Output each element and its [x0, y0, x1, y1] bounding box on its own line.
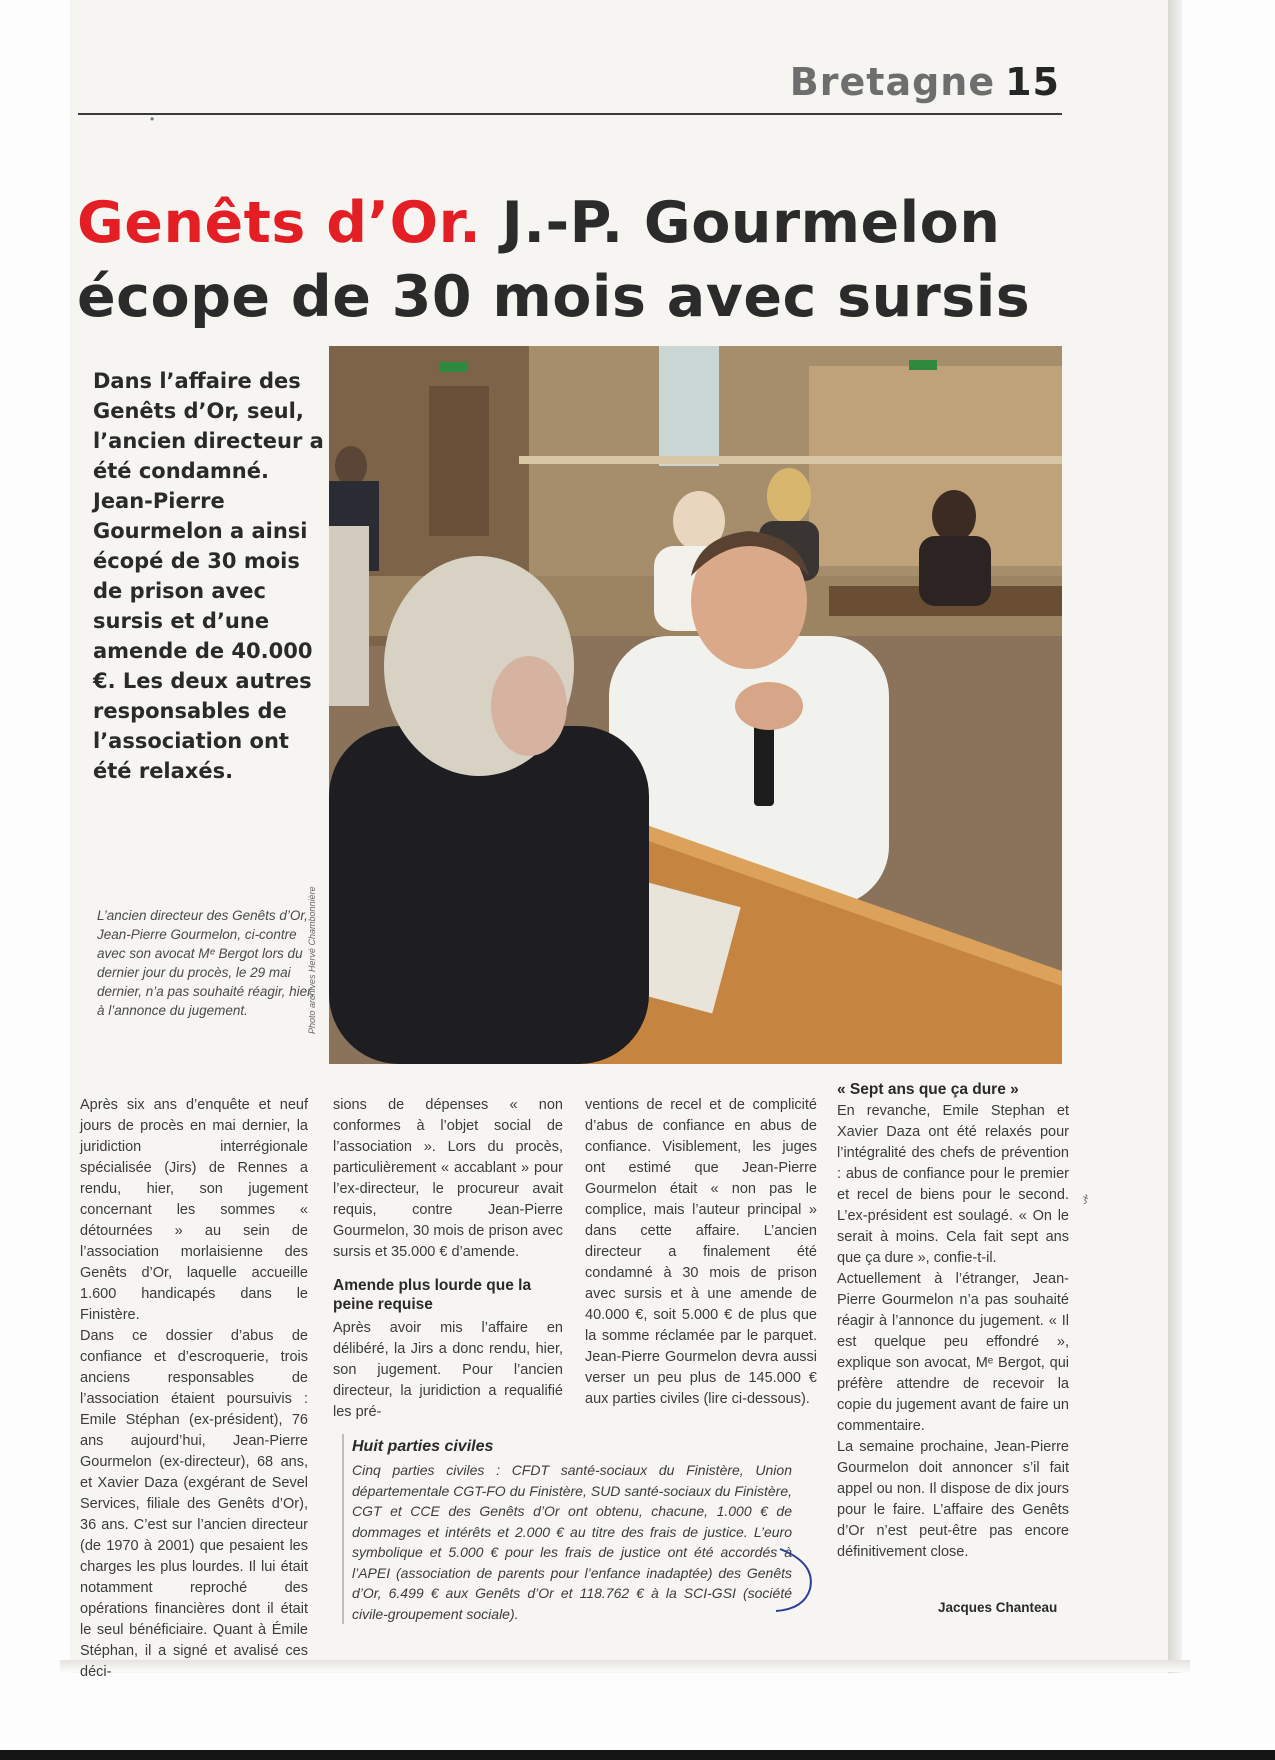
intertitle-amende: Amende plus lourde que la peine requise [333, 1277, 532, 1313]
headline-kicker: Genêts d’Or. [77, 190, 482, 256]
article-paragraph: Actuellement à l’étranger, Jean-Pierre Gourmelon n’a pas souhaité réagir à l’annonce du jugement. « Il est quelque peu effondré », explique son avocat, Mᵉ Bergot, qui préfère attendre de recevoir la copie du jugement avant de faire un commentaire. [837, 1271, 1069, 1434]
article-lead: Dans l’affaire des Genêts d’Or, seul, l’ancien directeur a été condamné. Jean-Pierre Gourmelon a ainsi écopé de 30 mois de prison avec sursis et d’une amende de 40.000 €. Les deux autres responsables de l’association ont été relaxés. [93, 369, 324, 783]
box-title: Huit parties civiles [352, 1438, 494, 1455]
article-paragraph: La semaine prochaine, Jean-Pierre Gourmelon doit annoncer s’il fait appel ou non. Il dispose de dix jours pour le faire. L’affaire des Genêts d’Or n’est peut-être pas encore définitivement close. [837, 1439, 1069, 1560]
article-paragraph: Après six ans d’enquête et neuf jours de procès en mai dernier, la juridiction interrégionale spécialisée (Jirs) de Rennes a rendu, hier, son jugement concernant les sommes « détournées » au sein de l’association morlaisienne des Genêts d’Or, laquelle accueille 1.600 handicapés dans le Finistère. [80, 1097, 308, 1323]
page-number: 15 [1005, 60, 1060, 104]
headline-title-line1: J.-P. Gourmelon [501, 190, 1001, 256]
page-edge-shadow [1168, 0, 1182, 1673]
scan-speck: • [150, 112, 155, 126]
pen-bracket-mark [770, 1545, 830, 1615]
intertitle-sept-ans: « Sept ans que ça dure » [837, 1081, 1019, 1098]
article-column-2 [333, 1095, 563, 1263]
author-signature: Jacques Chanteau [938, 1600, 1058, 1615]
article-paragraph: ventions de recel et de complicité d’abus de confiance en abus de confiance. Visiblement, les juges ont estimé que Jean-Pierre Gourmelon était « non pas le complice, mais l’auteur principal » dans cette affaire. L’ancien directeur a finalement été condamné à 30 mois de prison avec sursis et à une amende de 40.000 €, soit 5.000 € de plus que la somme réclamée par le parquet. Jean-Pierre Gourmelon devra aussi verser un peu plus de 145.000 € aux parties civiles (lire ci-dessous). [585, 1097, 817, 1407]
section-header [790, 60, 1060, 104]
scanner-bottom-border [0, 1750, 1275, 1760]
section-name: Bretagne [789, 60, 996, 104]
photo-caption: L’ancien directeur des Genêts d’Or, Jean-Pierre Gourmelon, ci-contre avec son avocat Mᵉ Bergot lors du dernier jour du procès, le 29 mai dernier, n’a pas souhaité réagir, hier, à l’annonce du jugement. [97, 908, 315, 1018]
headline-title-line2: écope de 30 mois avec sursis [77, 264, 1031, 330]
article-column-3 [585, 1095, 817, 1410]
article-photo [329, 346, 1062, 1064]
article-paragraph: sions de dépenses « non conformes à l’objet social de l’association ». Lors du procès, particulièrement « accablant » pour l’ex-directeur, le procureur avait requis, contre Jean-Pierre Gourmelon, 30 mois de prison avec sursis et 35.000 € d’amende. [333, 1097, 563, 1260]
article-paragraph: Dans ce dossier d’abus de confiance et d’escroquerie, trois anciens responsables de l’association étaient poursuivis : Emile Stéphan (ex-président), 76 ans aujourd’hui, Jean-Pierre Gourmelon (ex-directeur), 68 ans, et Xavier Daza (exgérant de Sevel Services, filiale des Genêts d’Or), 36 ans. C’est sur l’ancien directeur (de 1970 à 2001) que pesaient les charges les plus lourdes. Il lui était notamment reproché des opérations financières dont il était le seul bénéficiaire. Quant à Émile Stéphan, il a signé et avalisé ces déci- [80, 1328, 308, 1680]
article-paragraph: Après avoir mis l’affaire en délibéré, la Jirs a donc rendu, hier, son jugement. Pour l’ancien directeur, la juridiction a requalifié les pré- [333, 1320, 563, 1420]
courtroom-photo-illustration [329, 346, 1062, 1064]
header-rule [78, 113, 1062, 115]
article-column-2-continued [333, 1318, 563, 1423]
article-column-1 [80, 1095, 308, 1683]
article-column-4 [837, 1101, 1069, 1563]
scan-speck: ჯ [1083, 1190, 1089, 1204]
photo-credit: Photo archives Hervé Chambonnière [307, 886, 317, 1034]
article-paragraph: En revanche, Emile Stephan et Xavier Daza ont été relaxés pour l’intégralité des chefs de prévention : abus de confiance pour le premier et recel de biens pour le second. L’ex-président est soulagé. « On le serait à moins. Cela fait sept ans que ça dure », confie-t-il. [837, 1103, 1069, 1266]
headline [77, 186, 1077, 334]
box-text: Cinq parties civiles : CFDT santé-sociaux du Finistère, Union départementale CGT-FO du Finistère, SUD santé-sociaux du Finistère, CGT et CCE des Genêts d’Or ont obtenu, chacune, 1.000 € de dommages et intérêts et 2.000 € au titre des frais de justice. L’euro symbolique et 5.000 € pour les frais de justice ont été accordés à l’APEI (association de parents pour l’enfance inadaptée) des Genêts d’Or, 6.499 € aux Genêts d’Or et 118.762 € à la SCI-GSI (société civile-groupement sociale). [352, 1462, 792, 1622]
